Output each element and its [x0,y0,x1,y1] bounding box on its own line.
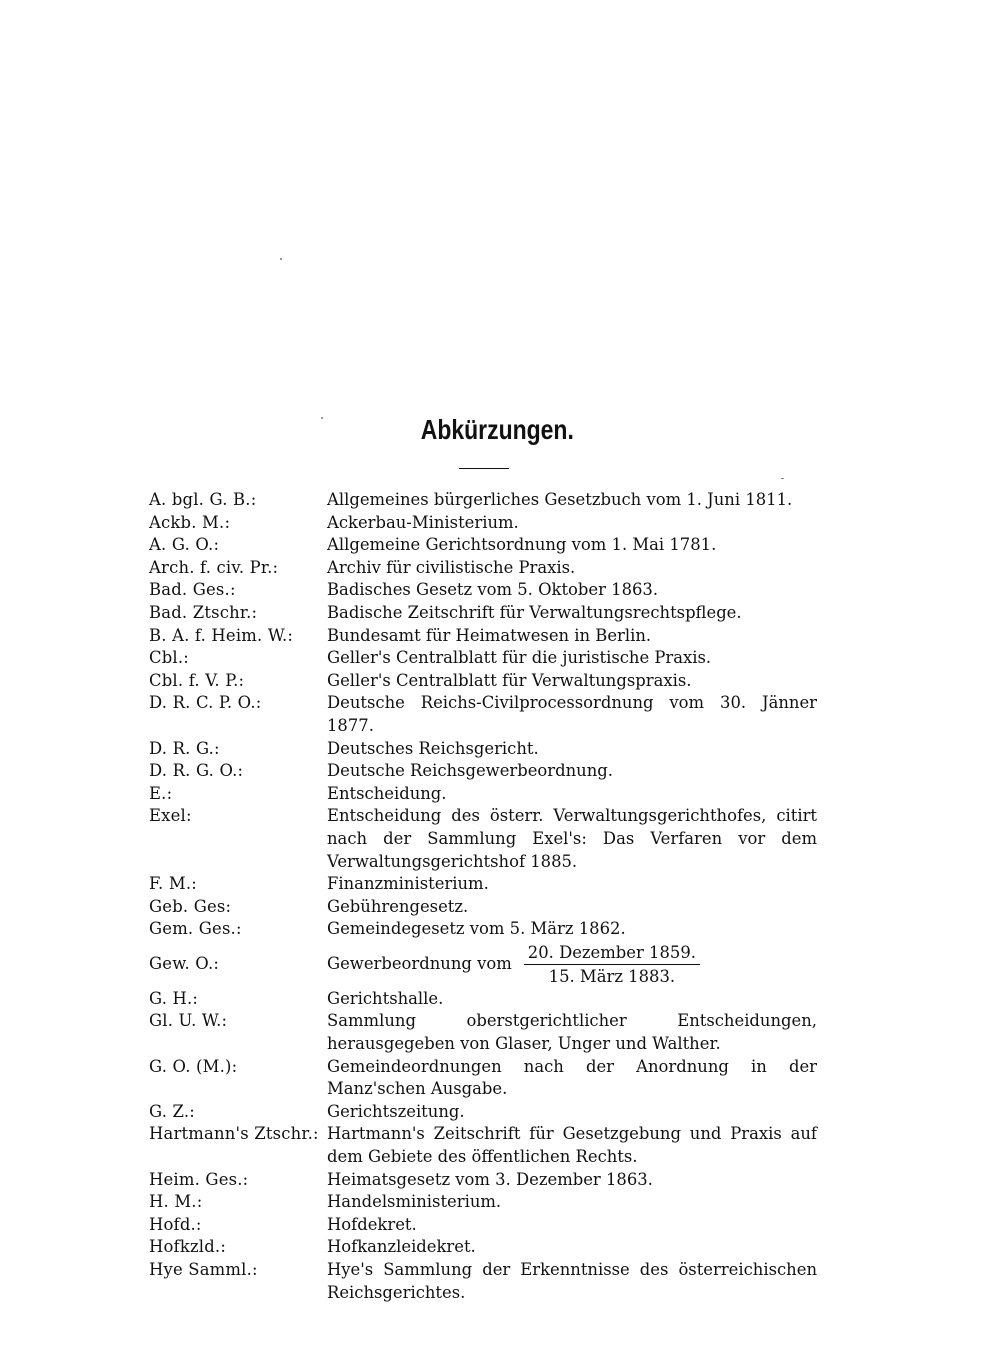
abbreviation: Hye Samml.: [149,1260,258,1279]
list-item [0,557,1000,580]
abbreviation: Hartmann's Ztschr.: [149,1124,319,1144]
abbreviation: Cbl.: [149,648,190,668]
list-item [0,760,1000,783]
definition: Finanzministerium. [327,874,489,894]
page-title: Abkürzungen. [420,414,574,445]
definition: Allgemeine Gerichtsordnung vom 1. Mai 1781. [327,535,717,555]
scan-speck [280,258,282,260]
abbreviation: Geb. Ges: [149,896,232,916]
abbreviation: Hofkzld.: [149,1237,227,1257]
list-item [0,1123,1000,1168]
definition: Entscheidung. [327,783,447,803]
list-item [0,1010,1000,1055]
list-item [0,1056,1000,1101]
abbreviation: D. R. C. P. O.: [149,693,262,713]
list-item [0,625,1000,648]
list-item [0,896,1000,919]
definition: Deutsche Reichs-Civilprocessordnung vom 30. Jänner 1877. [327,693,817,735]
definition: Entscheidung des österr. Verwaltungsgerichthofes, citirt nach der Sammlung Exel's: Das Verfaren vor dem Verwaltungsgerichtshof 1885. [327,806,817,871]
abbreviation: Cbl. f. V. P.: [149,670,245,690]
definition: Gerichtshalle. [327,988,444,1008]
abbreviation: H. M.: [149,1192,203,1212]
list-item [0,873,1000,896]
list-item [0,512,1000,535]
definition: Heimatsgesetz vom 3. Dezember 1863. [327,1169,653,1189]
definition: Hye's Sammlung der Erkenntnisse des österreichischen Reichsgerichtes. [327,1260,817,1302]
abbreviation: Ackb. M.: [149,512,231,532]
abbreviation: A. bgl. G. B.: [149,490,257,509]
abbreviation: Hofd.: [149,1214,202,1234]
abbreviation: Bad. Ges.: [149,580,236,600]
list-item [0,1101,1000,1124]
scan-speck [781,478,784,479]
definition: Hofdekret. [327,1214,417,1234]
definition: Deutsches Reichsgericht. [327,738,539,758]
definition: Ackerbau-Ministerium. [327,512,519,532]
list-item [0,1214,1000,1237]
list-item [0,602,1000,625]
definition: Deutsche Reichsgewerbeordnung. [327,761,613,781]
list-item [0,1236,1000,1259]
definition: Geller's Centralblatt für Verwaltungspraxis. [327,670,692,690]
definition: Gemeindegesetz vom 5. März 1862. [327,919,626,939]
definition: Geller's Centralblatt für die juristische Praxis. [327,648,712,668]
list-item [0,988,1000,1011]
abbreviation: Heim. Ges.: [149,1169,249,1189]
definition: Archiv für civilistische Praxis. [327,557,576,577]
abbreviation: E.: [149,783,173,803]
definition: Sammlung oberstgerichtlicher Entscheidungen, herausgegeben von Glaser, Unger und Walther. [327,1011,817,1054]
definition: Gerichtszeitung. [327,1101,465,1121]
definition: Hartmann's Zeitschrift für Gesetzgebung und Praxis auf dem Gebiete des öffentlichen Rechts. [327,1124,817,1167]
definition: Gebührengesetz. [327,896,469,916]
abbreviation: D. R. G. O.: [149,761,244,781]
date-fraction [524,942,700,987]
abbreviation: Exel: [149,806,192,826]
abbreviation: G. H.: [149,988,199,1008]
list-item-gewerbeordnung [0,942,1000,987]
abbreviation: F. M.: [149,874,197,894]
abbreviation: Bad. Ztschr.: [149,602,258,622]
definition: Gemeindeordnungen nach der Anordnung in der Manz'schen Ausgabe. [327,1056,817,1099]
list-item [0,805,1000,873]
list-item [0,783,1000,806]
abbreviation: A. G. O.: [149,535,220,555]
list-item [0,738,1000,761]
definition [327,942,817,987]
definition: Bundesamt für Heimatwesen in Berlin. [327,625,652,645]
abbreviation: G. O. (M.): [149,1056,238,1076]
list-item [0,647,1000,670]
list-item [0,1259,1000,1304]
list-item [0,1169,1000,1192]
definition: Hofkanzleidekret. [327,1237,476,1257]
list-item [0,670,1000,693]
abbreviation: Gem. Ges.: [149,919,242,939]
abbreviation: Gew. O.: [149,954,220,974]
list-item [0,489,1000,512]
abbreviation: D. R. G.: [149,738,220,758]
list-item [0,534,1000,557]
definition: Badische Zeitschrift für Verwaltungsrechtspflege. [327,602,742,622]
title-rule [459,468,509,469]
list-item [0,1191,1000,1214]
fraction-numerator: 20. Dezember 1859. [524,942,700,965]
list-item [0,579,1000,602]
definition-prefix: Gewerbeordnung vom [327,954,512,974]
definition: Allgemeines bürgerliches Gesetzbuch vom 1. Juni 1811. [327,490,793,509]
abbreviation: Arch. f. civ. Pr.: [149,557,279,577]
abbreviation: G. Z.: [149,1101,195,1121]
list-item [0,692,1000,737]
fraction-denominator: 15. März 1883. [548,966,676,986]
definition: Handelsministerium. [327,1192,502,1212]
list-item [0,918,1000,941]
abbreviation: Gl. U. W.: [149,1011,228,1031]
abbreviation-list [0,489,1000,1304]
abbreviation: B. A. f. Heim. W.: [149,625,294,645]
definition: Badisches Gesetz vom 5. Oktober 1863. [327,580,659,600]
